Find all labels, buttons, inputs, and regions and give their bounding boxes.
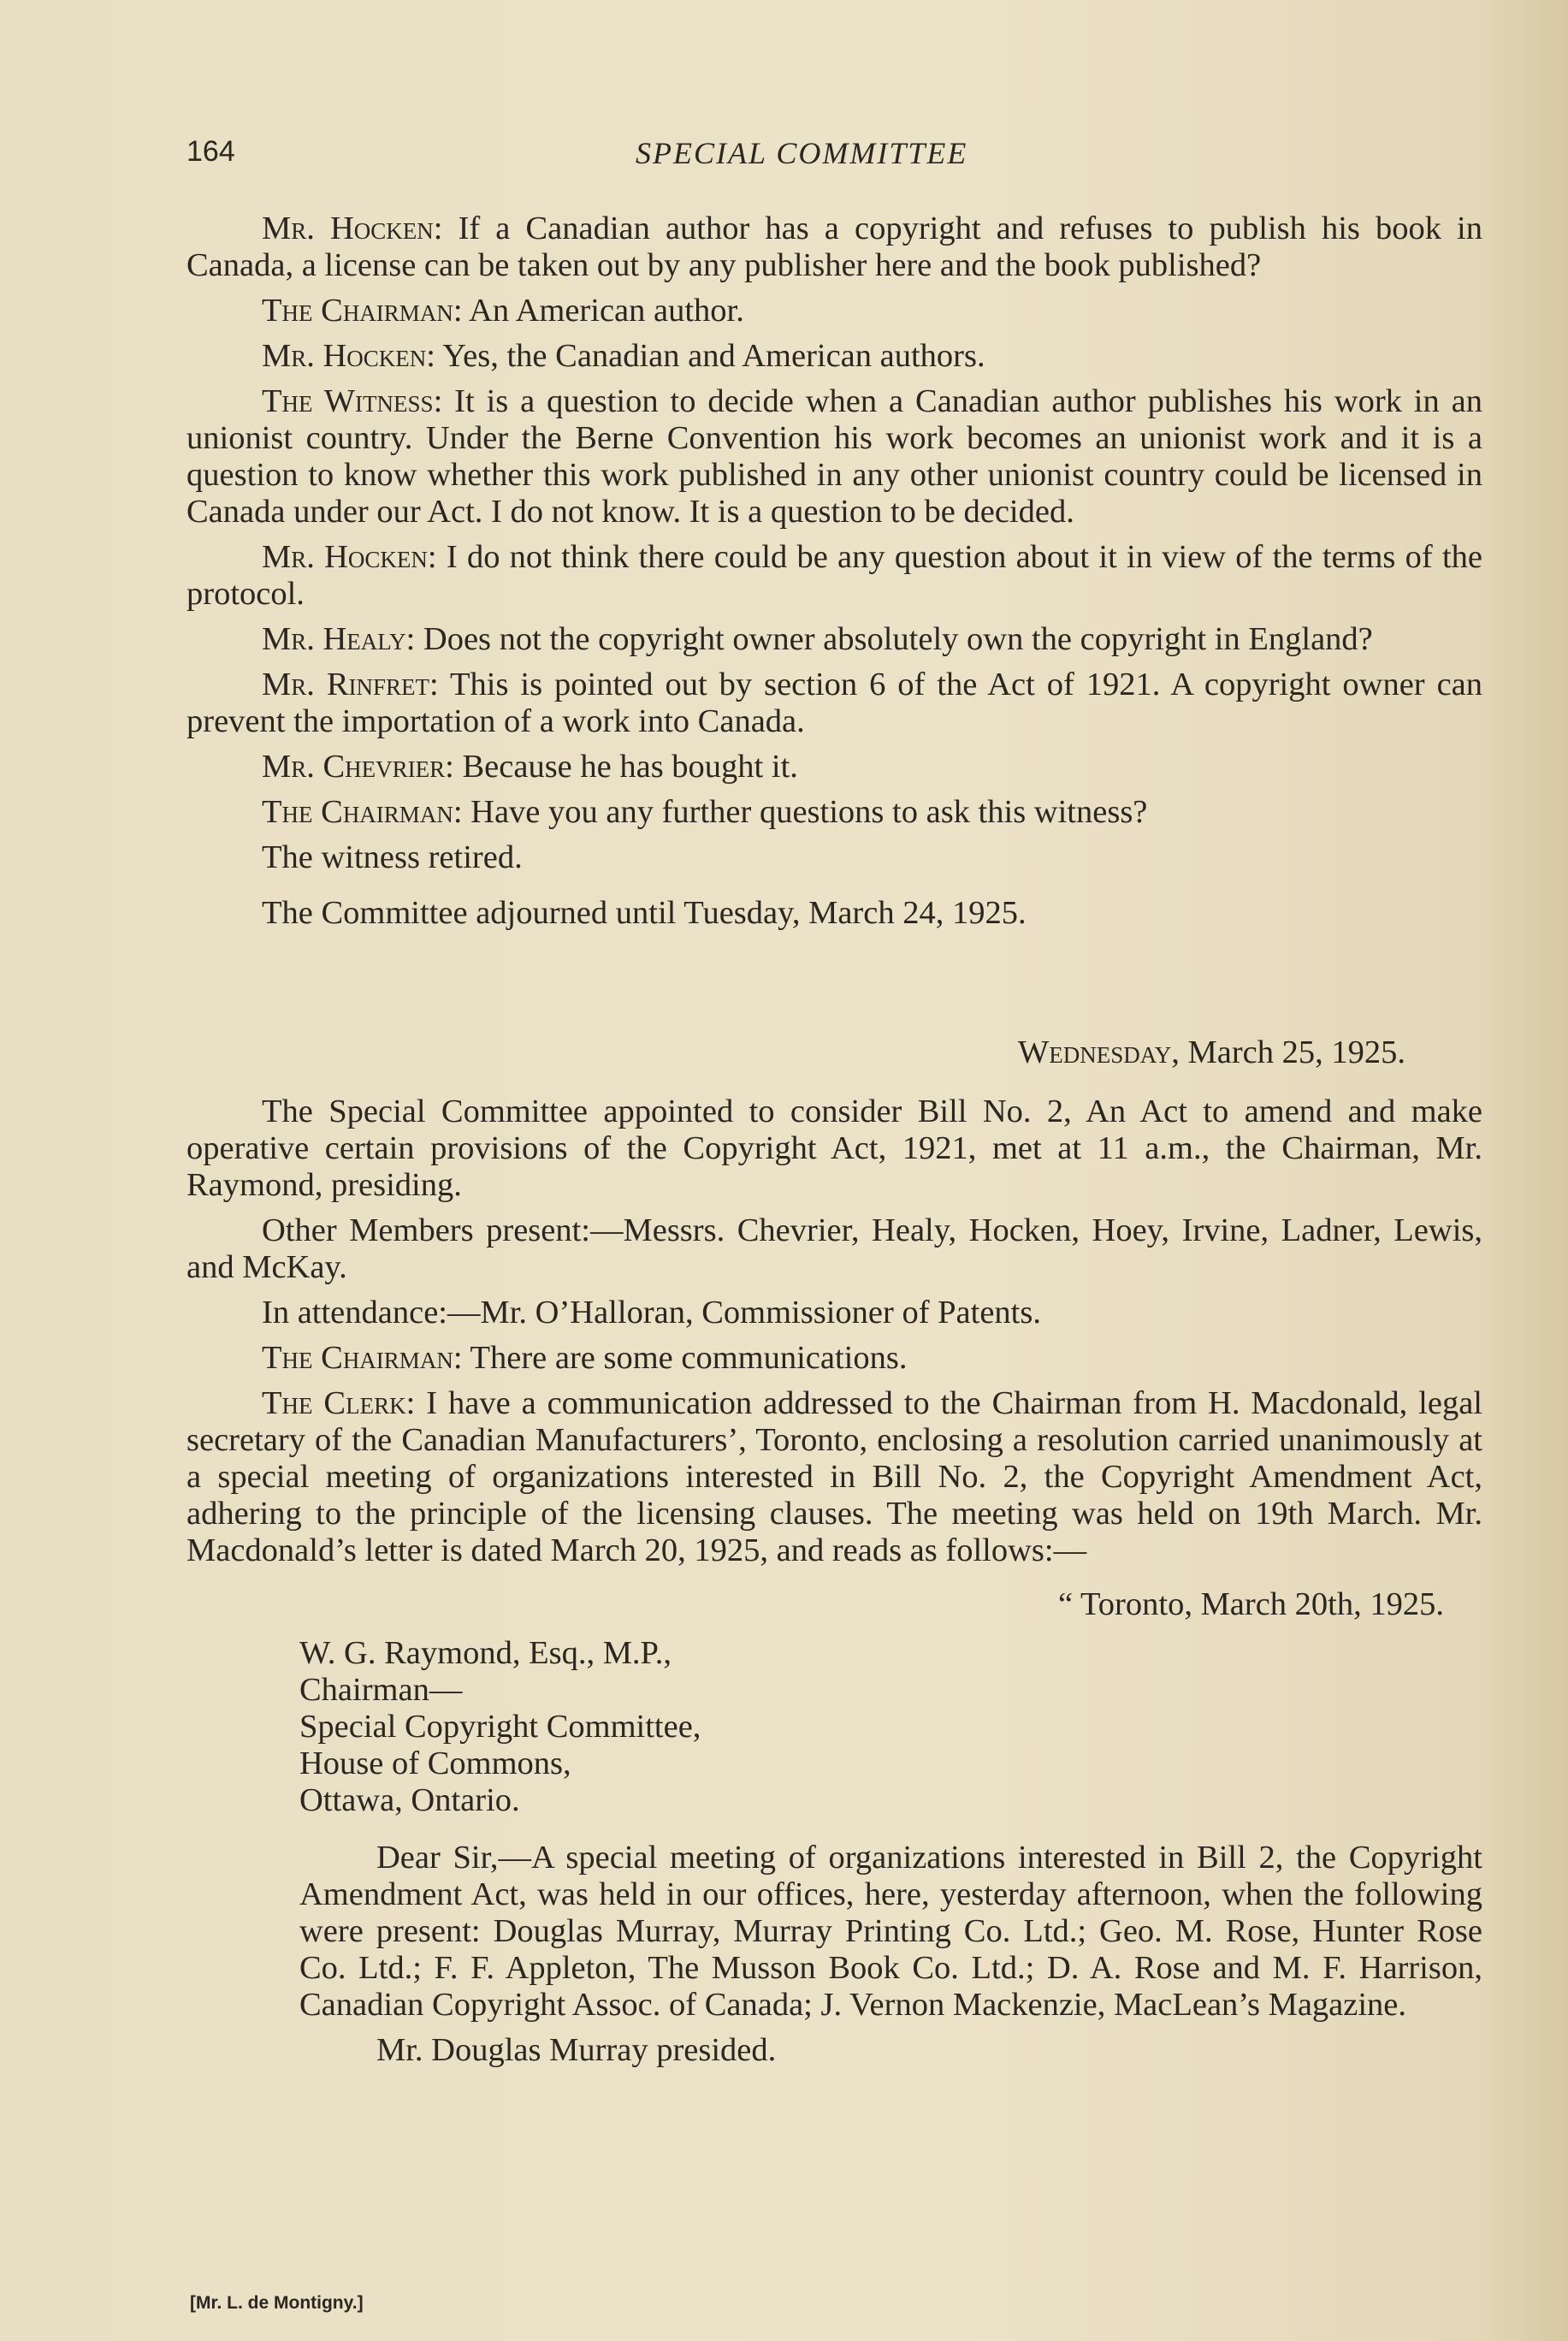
paragraph-text: There are some communications. — [470, 1340, 908, 1376]
speaker-name: The Chairman — [262, 794, 453, 830]
paragraph — [186, 895, 1482, 932]
speaker-name: The Witness — [262, 383, 434, 419]
paragraph-text: Yes, the Canadian and American authors. — [442, 338, 985, 374]
speaker-name: Mr. Rinfret — [262, 667, 430, 702]
page-header — [186, 135, 1384, 178]
speaker-name: The Clerk — [262, 1385, 406, 1421]
paragraph-text: This is pointed out by section 6 of the Act of 1921. A copyright owner can prevent the importation of a work into Canada. — [186, 667, 1482, 739]
paragraph: Mr. Hocken: Yes, the Canadian and American authors. — [262, 338, 985, 374]
spacer — [186, 940, 1482, 1034]
page-number: 164 — [186, 135, 235, 168]
paragraph: Mr. Hocken: If a Canadian author has a copyright and refuses to publish his book in Canada, a license can be taken out by any publisher here and the book published? — [186, 210, 1482, 283]
letter-body: Dear Sir,—A special meeting of organizations interested in Bill 2, the Copyright Amendment Act, was held in our offices, here, yesterday afternoon, when the following were present: Douglas Murray, Murray Printing Co. Ltd.; Geo. M. Rose, Hunter Rose Co. Ltd.; F. F. Appleton, The Musson Book Co. Ltd.; D. A. Rose and M. F. Harrison, Canadian Copyright Assoc. of Canada; J. Vernon Mackenzie, MacLean’s Magazine. — [299, 1840, 1482, 2023]
paragraph-text: It is a question to decide when a Canadian author publishes his work in an unionist country. Under the Berne Convention his work becomes an unionist work and it is a question to know whether this work published in any other unionist country could be licensed in Canada under our Act. I do not know. It is a question to be decided. — [186, 383, 1482, 530]
letter-address-line: House of Commons, — [299, 1745, 571, 1781]
paragraph-text: The Committee adjourned until Tuesday, March 24, 1925. — [262, 895, 1027, 931]
spacer — [186, 885, 1482, 895]
dateline-date: , March 25, 1925. — [1171, 1034, 1405, 1070]
speaker-name: Mr. Hocken — [262, 539, 428, 575]
paragraph-text: Other Members present:—Messrs. Chevrier, Healy, Hocken, Hoey, Irvine, Ladner, Lewis, and McKay. — [186, 1212, 1482, 1285]
paragraph-text: I do not think there could be any question about it in view of the terms of the protocol. — [186, 539, 1482, 612]
paragraph: The Witness: It is a question to decide when a Canadian author publishes his work in an unionist country. Under the Berne Convention his work becomes an unionist work and it is a question to know whether this work published in any other unionist country could be licensed in Canada under our Act. I do not know. It is a question to be decided. — [186, 383, 1482, 530]
paragraph — [186, 839, 1482, 876]
footer-note: [Mr. L. de Montigny.] — [190, 2293, 364, 2313]
letter-address-line: Ottawa, Ontario. — [299, 1782, 520, 1818]
paragraph-text: In attendance:—Mr. O’Halloran, Commissioner of Patents. — [262, 1295, 1041, 1331]
letter-date: “ Toronto, March 20th, 1925. — [1057, 1586, 1444, 1622]
paragraph: Mr. Hocken: I do not think there could be any question about it in view of the terms of the protocol. — [186, 539, 1482, 612]
letter-address-line: Special Copyright Committee, — [299, 1709, 701, 1745]
letter-body: Mr. Douglas Murray presided. — [376, 2032, 777, 2068]
speaker-name: Mr. Hocken — [262, 338, 427, 374]
speaker-name: Mr. Hocken — [262, 210, 434, 246]
paragraph: Mr. Rinfret: This is pointed out by section 6 of the Act of 1921. A copyright owner can prevent the importation of a work into Canada. — [186, 667, 1482, 739]
speaker-name: The Chairman — [262, 1340, 453, 1376]
paragraph: The Chairman: There are some communications. — [262, 1340, 908, 1376]
paragraph: The Chairman: Have you any further questions to ask this witness? — [262, 794, 1148, 830]
paragraph: Mr. Healy: Does not the copyright owner absolutely own the copyright in England? — [262, 621, 1373, 657]
paragraph-text: The Special Committee appointed to consider Bill No. 2, An Act to amend and make operative certain provisions of the Copyright Act, 1921, met at 11 a.m., the Chairman, Mr. Raymond, presiding. — [186, 1093, 1482, 1203]
paragraph-text: An American author. — [469, 293, 744, 329]
paragraph-text: Does not the copyright owner absolutely own the copyright in England? — [423, 621, 1373, 657]
paragraph: The Clerk: I have a communication addressed to the Chairman from H. Macdonald, legal secretary of the Canadian Manufacturers’, Toronto, enclosing a resolution carried unanimously at a special meeting of organizations interested in Bill No. 2, the Copyright Amendment Act, adhering to the principle of the licensing clauses. The meeting was held on 19th March. Mr. Macdonald’s letter is dated March 20, 1925, and reads as follows:— — [186, 1385, 1482, 1568]
running-title: SPECIAL COMMITTEE — [636, 136, 968, 170]
paragraph-text: I have a communication addressed to the Chairman from H. Macdonald, legal secretary of the Canadian Manufacturers’, Toronto, enclosing a resolution carried unanimously at a special meeting of organizations interested in Bill No. 2, the Copyright Amendment Act, adhering to the principle of the licensing clauses. The meeting was held on 19th March. Mr. Macdonald’s letter is dated March 20, 1925, and reads as follows:— — [186, 1385, 1482, 1568]
letter-address-line: W. G. Raymond, Esq., M.P., — [299, 1635, 672, 1671]
paragraph — [186, 1212, 1482, 1286]
paragraph-text: Have you any further questions to ask this witness? — [470, 794, 1148, 830]
speaker-name: Mr. Chevrier — [262, 749, 446, 785]
paragraph: Mr. Chevrier: Because he has bought it. — [262, 749, 798, 785]
paragraph-text: If a Canadian author has a copyright and refuses to publish his book in Canada, a license can be taken out by any publisher here and the book published? — [186, 210, 1482, 283]
paragraph — [186, 1295, 1482, 1331]
paragraph: The Chairman: An American author. — [262, 293, 744, 329]
body-text — [186, 210, 1482, 2069]
speaker-name: The Chairman — [262, 293, 453, 329]
dateline-weekday: Wednesday — [1017, 1034, 1172, 1070]
letter-address-line: Chairman— — [299, 1672, 463, 1708]
speaker-name: Mr. Healy — [262, 621, 406, 657]
session-dateline — [186, 1034, 1482, 1071]
paragraph-text: The witness retired. — [262, 839, 523, 875]
paragraph — [186, 1093, 1482, 1204]
paragraph-text: Because he has bought it. — [462, 749, 798, 785]
